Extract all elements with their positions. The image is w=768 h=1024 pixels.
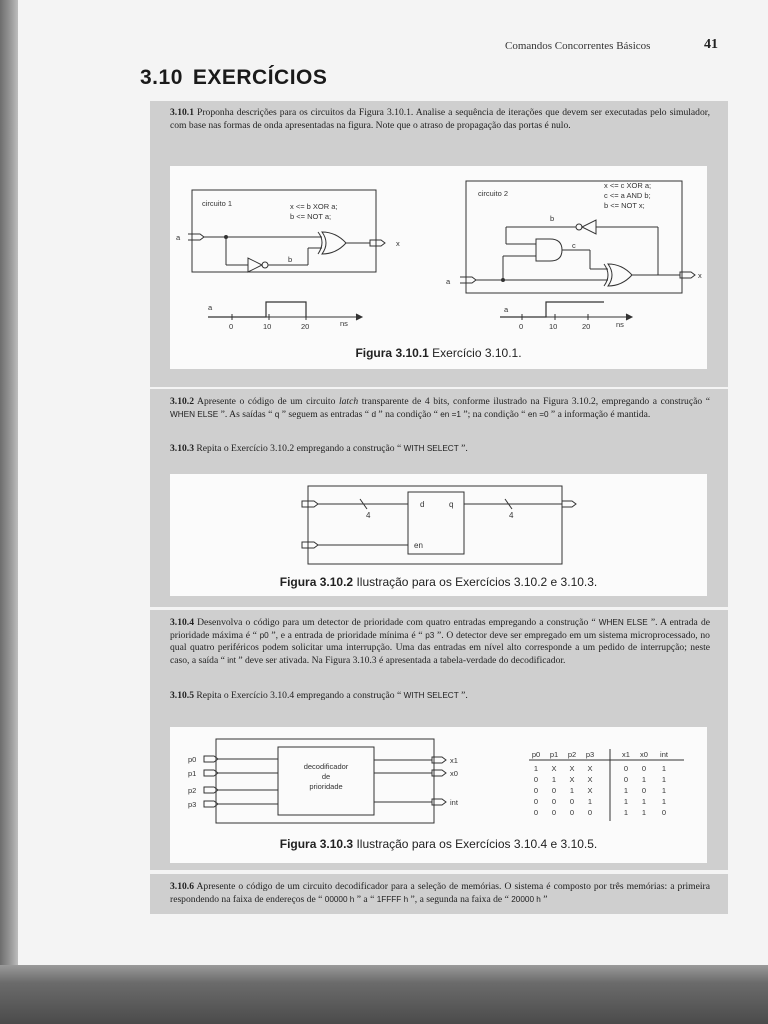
- code-literal: en =0: [527, 409, 549, 419]
- figure-3-10-1-drawing: [170, 166, 707, 346]
- bottom-shadow: [0, 965, 768, 1024]
- exercise-text: ”. As saídas “: [218, 408, 275, 420]
- exercise-text: ” a informação é mantida.: [548, 408, 651, 420]
- page-number: 41: [704, 37, 718, 52]
- figure-3-10-3-drawing: [170, 727, 707, 837]
- bus-width-in: 4: [366, 511, 371, 520]
- exercise-3-10-3: [170, 443, 710, 456]
- circuit2-xor-gate: [608, 264, 632, 286]
- truth-table-cell: 0: [641, 786, 647, 795]
- code-literal: 00000 h: [324, 894, 355, 904]
- truth-table-cell: X: [569, 764, 575, 773]
- figure-3-10-1-caption: [170, 346, 707, 360]
- figure-3-10-2-caption: [170, 575, 707, 589]
- exercise-number: 3.10.3: [170, 443, 194, 454]
- truth-table-cell: X: [587, 764, 593, 773]
- waveform1-unit: ns: [340, 319, 348, 328]
- input-p0: p0: [188, 755, 197, 764]
- exercise-number: 3.10.5: [170, 690, 194, 701]
- circuit1-input-port: [188, 234, 204, 240]
- code-literal: WITH SELECT: [403, 444, 459, 453]
- output-x0: x0: [450, 769, 458, 778]
- latch-input-d: d: [420, 500, 425, 509]
- code-literal: d: [371, 409, 377, 419]
- exercise-text: Desenvolva o código para um detector de prioridade com quatro entradas empregando a construção “: [197, 617, 599, 628]
- truth-table-header: p1: [549, 750, 559, 759]
- waveform2-tick-0: 0: [519, 322, 524, 331]
- truth-table-header: p2: [567, 750, 577, 759]
- truth-table-cell: 0: [623, 764, 629, 773]
- caption-label: Figura 3.10.1: [355, 346, 429, 360]
- code-literal: WHEN ELSE: [170, 409, 219, 419]
- truth-table-cell: X: [587, 775, 593, 784]
- exercise-text: Apresente o código de um circuito: [197, 396, 339, 407]
- output-int: int: [450, 798, 458, 807]
- code-literal: p3: [425, 630, 435, 640]
- truth-table-cell: 0: [533, 775, 539, 784]
- figure-3-10-2: [170, 474, 707, 596]
- truth-table-cell: 0: [661, 808, 667, 817]
- decoder-label-line1: decodificador: [303, 762, 349, 771]
- circuit2-signal-c: c: [572, 241, 576, 250]
- caption-label: Figura 3.10.3: [279, 837, 354, 851]
- input-p2: p2: [188, 786, 197, 795]
- waveform2-tick-20: 20: [582, 322, 591, 331]
- circuit2-output-label: x: [698, 271, 702, 280]
- decoder-outline: [216, 739, 434, 823]
- code-literal: WITH SELECT: [403, 691, 459, 700]
- truth-table-cell: X: [587, 786, 593, 795]
- code-literal: p0: [259, 630, 269, 640]
- truth-table-cell: 1: [623, 797, 629, 806]
- section-title: [140, 66, 327, 90]
- caption-text: Exercício 3.10.1.: [432, 346, 522, 360]
- exercise-number: 3.10.1: [170, 107, 194, 118]
- circuit1-signal-b: b: [288, 255, 293, 264]
- section-number: 3.10: [140, 66, 183, 89]
- input-p3: p3: [188, 800, 197, 809]
- circuit2-not-gate: [582, 220, 596, 234]
- truth-table-cell: 0: [533, 797, 539, 806]
- truth-table-cell: 1: [623, 786, 629, 795]
- truth-table-cell: 1: [623, 808, 629, 817]
- exercise-text: ” na condição “: [376, 408, 441, 420]
- truth-table-header: p0: [531, 750, 541, 759]
- waveform1-tick-20: 20: [301, 322, 310, 331]
- exercise-number: 3.10.2: [170, 396, 194, 407]
- truth-table-cell: X: [569, 775, 575, 784]
- exercise-3-10-5: [170, 690, 710, 703]
- exercise-text: Apresente o código de um circuito decodificador para a seleção de memórias. O sistema é composto por três memórias: a primeira respondendo na faixa de endereços de “: [170, 881, 710, 905]
- code-literal: en =1: [440, 409, 461, 419]
- latch-outline: [308, 486, 562, 564]
- waveform2-tick-10: 10: [549, 322, 558, 331]
- exercise-text: Repita o Exercício 3.10.4 empregando a construção “: [196, 690, 404, 701]
- exercise-text: ”; na condição “: [460, 408, 528, 420]
- circuit1-output-label: x: [396, 239, 400, 248]
- exercise-text: transparente de 4 bits, conforme ilustrado na Figura 3.10.2, empregando a construção “: [358, 396, 710, 407]
- caption-text: Ilustração para os Exercícios 3.10.2 e 3.10.3.: [356, 575, 598, 589]
- truth-table-cell: 0: [533, 808, 539, 817]
- circuit2-name: circuito 2: [478, 189, 509, 198]
- truth-table-cell: 1: [551, 775, 557, 784]
- truth-table-cell: 1: [661, 786, 667, 795]
- truth-table-cell: 1: [587, 797, 593, 806]
- figure-3-10-1: [170, 166, 707, 369]
- decoder-output-ports: [374, 757, 446, 805]
- exercise-text: ”, e a entrada de prioridade mínima é “: [268, 629, 426, 641]
- truth-table-cell: X: [551, 764, 557, 773]
- circuit2-and-gate: [536, 239, 562, 261]
- circuit2-code-line1: x <= c XOR a;: [604, 181, 652, 190]
- decoder-label-line3: prioridade: [309, 782, 343, 791]
- exercise-3-10-6: [170, 881, 710, 906]
- waveform2-signal: a: [504, 305, 509, 314]
- truth-table-header: p3: [585, 750, 595, 759]
- truth-table-header: x0: [640, 750, 648, 759]
- circuit1-xor-gate-back: [318, 232, 322, 254]
- code-literal: WHEN ELSE: [598, 618, 648, 627]
- exercise-text: ”: [540, 893, 548, 905]
- truth-table-header: x1: [622, 750, 630, 759]
- truth-table-cell: 1: [569, 786, 575, 795]
- circuit1-code-line2: b <= NOT a;: [290, 212, 332, 221]
- exercise-text: ”.: [458, 690, 468, 701]
- decoder-input-ports: [204, 756, 278, 807]
- figure-3-10-3-caption: [170, 837, 707, 851]
- latch-enable-en: en: [414, 541, 423, 550]
- truth-table-cell: 1: [641, 808, 647, 817]
- circuit1-code-line1: x <= b XOR a;: [290, 202, 338, 211]
- exercise-text-italic: latch: [338, 396, 359, 407]
- figure-3-10-3: [170, 727, 707, 863]
- decoder-block: [278, 747, 374, 815]
- figure-3-10-2-drawing: [170, 474, 707, 572]
- exercise-text: Proponha descrições para os circuitos da Figura 3.10.1. Analise a sequência de iterações que devem ser executadas pelo simulador, com base nas formas de onda apresentadas na figura. Note que o atraso de propagação das portas é nulo.: [170, 107, 710, 131]
- code-literal: 1FFFF h: [376, 894, 409, 904]
- circuit2-input-label: a: [446, 277, 451, 286]
- circuit2-code-line3: b <= NOT x;: [604, 201, 645, 210]
- exercise-3-10-2: [170, 396, 710, 421]
- truth-table-cell: 1: [641, 797, 647, 806]
- exercise-text: ”.: [458, 443, 468, 454]
- waveform1-signal: a: [208, 303, 213, 312]
- caption-label: Figura 3.10.2: [279, 575, 354, 589]
- exercise-number: 3.10.4: [170, 617, 194, 628]
- exercise-text: ”. O detector deve ser empregado em um sistema microprocessado, no qual quatro periféricos podem solicitar uma interrupção. Uma das entradas em nível alto corresponde a um pedido de interrupção; neste caso, a saída “: [170, 629, 710, 666]
- truth-table-cell: 1: [661, 797, 667, 806]
- truth-table-cell: 0: [569, 808, 575, 817]
- book-spine-shadow: [0, 0, 18, 1024]
- truth-table-cell: 0: [587, 808, 593, 817]
- truth-table-cell: 1: [533, 764, 539, 773]
- code-literal: q: [274, 409, 280, 419]
- circuit2-signal-b: b: [550, 214, 555, 223]
- book-page: [18, 0, 768, 965]
- circuit1-name: circuito 1: [202, 199, 233, 208]
- truth-table-cell: 0: [551, 797, 557, 806]
- exercise-text: ” a “: [354, 893, 377, 905]
- running-head: Comandos Concorrentes Básicos: [505, 40, 651, 52]
- truth-table-cell: 1: [641, 775, 647, 784]
- circuit2-code-line2: c <= a AND b;: [604, 191, 651, 200]
- truth-table-cell: 1: [661, 775, 667, 784]
- exercise-number: 3.10.6: [170, 881, 194, 892]
- truth-table-cell: 0: [641, 764, 647, 773]
- bus-width-out: 4: [509, 511, 514, 520]
- circuit1-not-gate: [248, 258, 262, 272]
- exercise-text: ” seguem as entradas “: [279, 408, 372, 420]
- exercise-text: ”, a segunda na faixa de “: [408, 893, 512, 905]
- input-p1: p1: [188, 769, 197, 778]
- code-literal: int: [227, 655, 236, 665]
- circuit1-xor-gate: [322, 232, 346, 254]
- exercise-text: Repita o Exercício 3.10.2 empregando a construção “: [196, 443, 404, 454]
- truth-table-cell: 0: [623, 775, 629, 784]
- circuit1-input-label: a: [176, 233, 181, 242]
- truth-table-cell: 1: [661, 764, 667, 773]
- caption-text: Ilustração para os Exercícios 3.10.4 e 3.10.5.: [356, 837, 598, 851]
- decoder-label-line2: de: [321, 772, 331, 781]
- waveform1-tick-0: 0: [229, 322, 234, 331]
- latch-output-q: q: [449, 500, 454, 509]
- waveform1-tick-10: 10: [263, 322, 272, 331]
- code-literal: 20000 h: [511, 894, 541, 904]
- truth-table-cell: 0: [533, 786, 539, 795]
- waveform2-unit: ns: [616, 320, 624, 329]
- exercise-text: ” deve ser ativada. Na Figura 3.10.3 é apresentada a tabela-verdade do decodificador.: [235, 654, 566, 666]
- truth-table-cell: 0: [551, 808, 557, 817]
- exercise-3-10-1: [170, 107, 710, 132]
- truth-table-cell: 0: [569, 797, 575, 806]
- truth-table-header: int: [660, 750, 668, 759]
- exercise-3-10-4: [170, 617, 710, 667]
- exercise-text: ”. A entrada de prioridade máxima é “: [170, 617, 710, 641]
- section-heading: EXERCÍCIOS: [192, 66, 328, 89]
- truth-table-cell: 0: [551, 786, 557, 795]
- output-x1: x1: [450, 756, 458, 765]
